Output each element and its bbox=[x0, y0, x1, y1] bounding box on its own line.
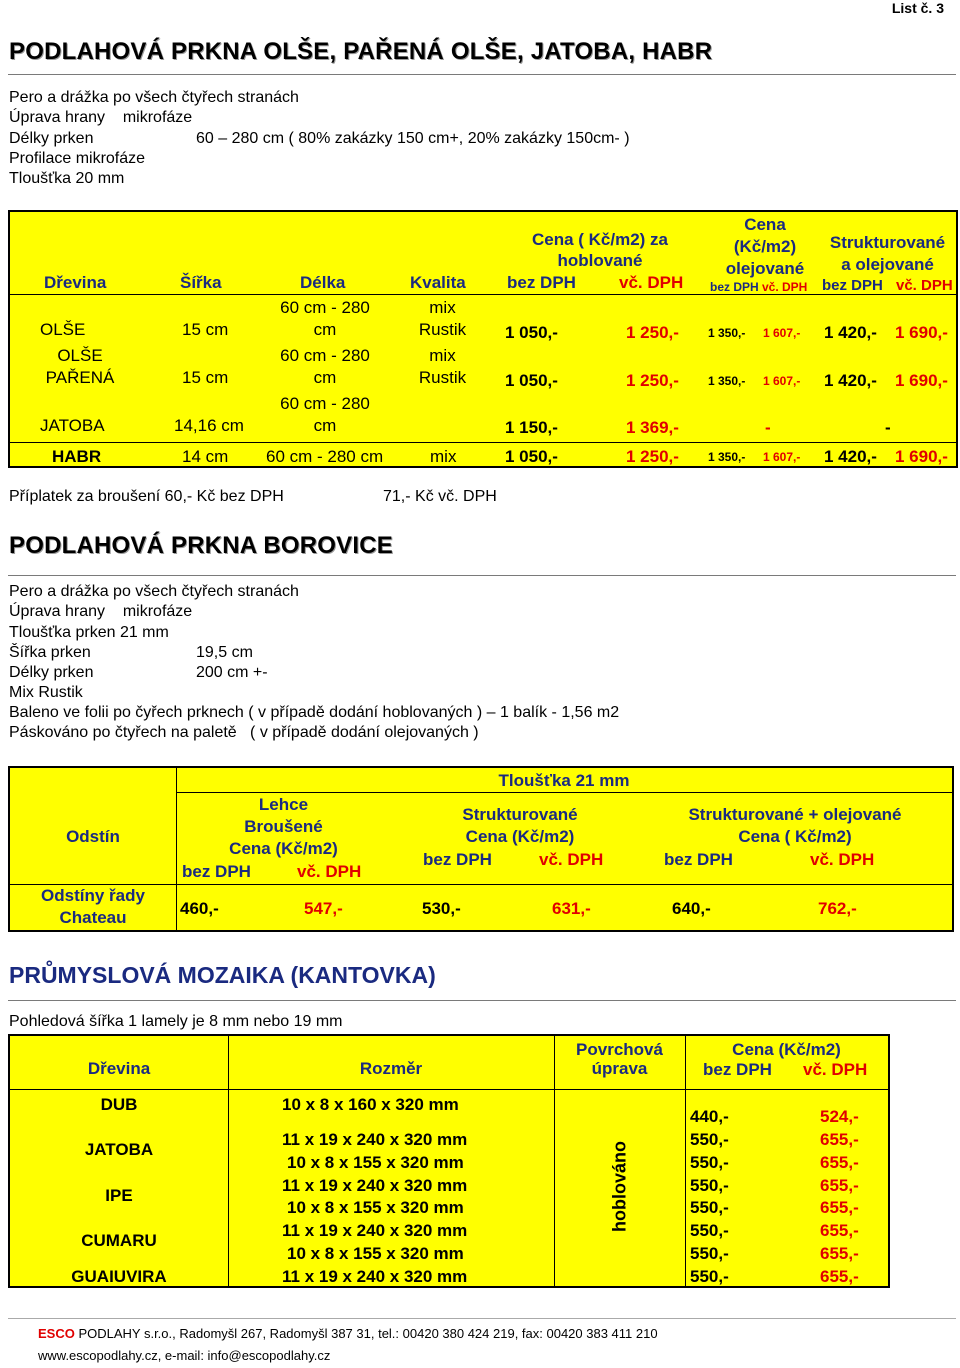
pine-info-edge: Úprava hrany mikrofáze bbox=[9, 603, 193, 620]
footer-contacts: PODLAHY s.r.o., Radomyšl 267, Radomyšl 387 31, tel.: 00420 380 424 219, fax: 00420 383 411 210 bbox=[74, 1326, 658, 1341]
mosaic-header-excl: bez DPH bbox=[703, 1060, 772, 1079]
mosaic-wood-guaiuvira: GUAIUVIRA bbox=[71, 1267, 167, 1286]
row4-price-incl: 1 250,- bbox=[626, 447, 679, 466]
mosaic-price-incl: 655,- bbox=[820, 1198, 859, 1217]
row2-wood-2: PAŘENÁ bbox=[45, 368, 115, 387]
row4-oiled-excl: 1 350,- bbox=[708, 450, 746, 464]
row2-price-incl: 1 250,- bbox=[626, 371, 679, 390]
header-price-planed-1: Cena ( Kč/m2) za bbox=[531, 230, 669, 249]
mosaic-header-surface-1: Povrchová bbox=[576, 1040, 663, 1059]
mosaic-price-incl: 524,- bbox=[820, 1107, 859, 1126]
col3-line2: Cena ( Kč/m2) bbox=[738, 827, 852, 846]
row4-price-excl: 1 050,- bbox=[505, 447, 558, 466]
header-oiled-1: Cena bbox=[744, 215, 786, 234]
section3-subtitle: Pohledová šířka 1 lamely je 8 mm nebo 19 mm bbox=[9, 1013, 343, 1030]
row4-width: 14 cm bbox=[182, 447, 229, 466]
mosaic-size-row: 10 x 8 x 155 x 320 mm bbox=[287, 1153, 464, 1172]
header-oiled-incl: vč. DPH bbox=[762, 280, 808, 294]
row4-length: 60 cm - 280 cm bbox=[266, 447, 384, 466]
section2-title: PODLAHOVÁ PRKNA BOROVICE bbox=[9, 532, 393, 559]
header-struct-incl: vč. DPH bbox=[896, 277, 953, 294]
row4-struct-incl: 1 690,- bbox=[895, 447, 948, 466]
header-length: Délka bbox=[300, 273, 346, 292]
mosaic-price-excl: 550,- bbox=[690, 1267, 729, 1286]
col3-line1: Strukturované + olejované bbox=[688, 805, 902, 824]
pine-info-thickness: Tloušťka prken 21 mm bbox=[9, 624, 169, 641]
col1-line2: Broušené bbox=[244, 817, 323, 836]
price-table-alder bbox=[8, 210, 958, 468]
info-profile: Profilace mikrofáze bbox=[9, 150, 146, 167]
pine-info-packing-1: Baleno ve folii po čyřech prknech ( v případě dodání hoblovaných ) – 1 balík - 1,56 m2 bbox=[9, 704, 620, 721]
col2-line2: Cena (Kč/m2) bbox=[465, 827, 575, 846]
header-width: Šířka bbox=[180, 273, 222, 292]
col1-line3: Cena (Kč/m2) bbox=[229, 839, 338, 858]
mosaic-price-incl: 655,- bbox=[820, 1130, 859, 1149]
col1-excl: bez DPH bbox=[182, 862, 251, 881]
mosaic-header-price: Cena (Kč/m2) bbox=[732, 1040, 841, 1059]
row2-struct-excl: 1 420,- bbox=[824, 371, 877, 390]
mosaic-header-incl: vč. DPH bbox=[803, 1060, 868, 1079]
mosaic-price-incl: 655,- bbox=[820, 1267, 859, 1286]
footer-address bbox=[38, 1326, 658, 1341]
page-number: List č. 3 bbox=[891, 0, 944, 16]
section1-title: PODLAHOVÁ PRKNA OLŠE, PAŘENÁ OLŠE, JATOBA, HABR bbox=[9, 38, 713, 65]
chateau-sanded-incl: 547,- bbox=[304, 899, 343, 918]
mosaic-header-size: Rozměr bbox=[359, 1059, 423, 1078]
row3-oiled-dash: - bbox=[765, 418, 771, 437]
col3-incl: vč. DPH bbox=[810, 850, 875, 869]
header-quality: Kvalita bbox=[410, 273, 466, 292]
row3-price-excl: 1 150,- bbox=[505, 418, 558, 437]
row2-price-excl: 1 050,- bbox=[505, 371, 558, 390]
mosaic-price-incl: 655,- bbox=[820, 1244, 859, 1263]
mosaic-size-row: 11 x 19 x 240 x 320 mm bbox=[282, 1130, 468, 1149]
row1-struct-excl: 1 420,- bbox=[824, 323, 877, 342]
header-thickness: Tloušťka 21 mm bbox=[498, 771, 630, 790]
mosaic-price-incl: 655,- bbox=[820, 1221, 859, 1240]
mosaic-price-excl: 550,- bbox=[690, 1244, 729, 1263]
header-wood: Dřevina bbox=[44, 273, 107, 292]
pine-info-packing-2: Páskováno po čtyřech na paletě ( v případě dodání olejovaných ) bbox=[9, 724, 479, 741]
row1-price-excl: 1 050,- bbox=[505, 323, 558, 342]
info-edge: Úprava hrany mikrofáze bbox=[9, 109, 193, 126]
mosaic-wood-dub: DUB bbox=[100, 1095, 138, 1114]
row1-quality-2: Rustik bbox=[418, 320, 467, 339]
pine-info-length-value: 200 cm +- bbox=[196, 664, 268, 681]
mosaic-size-row: 11 x 19 x 240 x 320 mm bbox=[282, 1267, 468, 1286]
chateau-struct-incl: 631,- bbox=[552, 899, 591, 918]
row-chateau-1: Odstíny řady bbox=[41, 886, 145, 905]
row3-wood: JATOBA bbox=[40, 416, 105, 435]
price-table-pine bbox=[8, 766, 954, 932]
section3-title: PRŮMYSLOVÁ MOZAIKA (KANTOVKA) bbox=[9, 962, 436, 988]
row4-oiled-incl: 1 607,- bbox=[763, 450, 801, 464]
row1-width: 15 cm bbox=[182, 320, 229, 339]
col2-line1: Strukturované bbox=[462, 805, 578, 824]
row2-length-2: cm bbox=[313, 368, 337, 387]
row4-struct-excl: 1 420,- bbox=[824, 447, 877, 466]
header-struct-excl: bez DPH bbox=[822, 277, 883, 294]
row2-wood-1: OLŠE bbox=[57, 346, 103, 365]
price-table-mosaic bbox=[8, 1034, 890, 1288]
row2-quality-1: mix bbox=[429, 346, 456, 365]
row3-struct-dash: - bbox=[885, 418, 891, 437]
header-excl-vat: bez DPH bbox=[507, 273, 576, 292]
pine-info-width-label: Šířka prken bbox=[9, 644, 91, 661]
info-tongue-groove: Pero a drážka po všech čtyřech stranách bbox=[9, 89, 299, 106]
mosaic-size-row: 11 x 19 x 240 x 320 mm bbox=[282, 1221, 468, 1240]
row1-struct-incl: 1 690,- bbox=[895, 323, 948, 342]
footer-brand: ESCO bbox=[38, 1326, 75, 1341]
mosaic-price-excl: 550,- bbox=[690, 1198, 729, 1217]
mosaic-price-incl: 655,- bbox=[820, 1153, 859, 1172]
pine-info-tongue-groove: Pero a drážka po všech čtyřech stranách bbox=[9, 583, 299, 600]
surcharge-incl: 71,- Kč vč. DPH bbox=[383, 488, 497, 505]
chateau-struct-oiled-excl: 640,- bbox=[672, 899, 711, 918]
row2-length-1: 60 cm - 280 bbox=[280, 346, 370, 365]
header-struct-1: Strukturované bbox=[829, 233, 946, 252]
chateau-sanded-excl: 460,- bbox=[180, 899, 219, 918]
mosaic-size-row: 11 x 19 x 240 x 320 mm bbox=[282, 1176, 468, 1195]
header-incl-vat: vč. DPH bbox=[619, 273, 684, 292]
mosaic-price-excl: 440,- bbox=[690, 1107, 729, 1126]
mosaic-wood-jatoba: JATOBA bbox=[84, 1140, 154, 1159]
mosaic-surface-planed: hoblováno bbox=[609, 1141, 630, 1232]
mosaic-header-wood: Dřevina bbox=[87, 1059, 151, 1078]
pine-info-width-value: 19,5 cm bbox=[196, 644, 253, 661]
mosaic-wood-cumaru: CUMARU bbox=[81, 1231, 157, 1250]
mosaic-size-row: 10 x 8 x 155 x 320 mm bbox=[287, 1244, 464, 1263]
row3-length-2: cm bbox=[313, 416, 337, 435]
info-thickness: Tloušťka 20 mm bbox=[9, 170, 125, 187]
col1-incl: vč. DPH bbox=[297, 862, 362, 881]
row1-length-1: 60 cm - 280 bbox=[280, 298, 370, 317]
mosaic-header-surface-2: úprava bbox=[591, 1059, 648, 1078]
header-struct-2: a olejované bbox=[841, 255, 934, 274]
col2-incl: vč. DPH bbox=[539, 850, 604, 869]
row2-quality-2: Rustik bbox=[418, 368, 467, 387]
mosaic-size-row: 10 x 8 x 155 x 320 mm bbox=[287, 1198, 464, 1217]
row1-wood: OLŠE bbox=[40, 320, 86, 339]
mosaic-price-excl: 550,- bbox=[690, 1221, 729, 1240]
mosaic-price-incl: 655,- bbox=[820, 1176, 859, 1195]
row1-quality-1: mix bbox=[429, 298, 456, 317]
row1-oiled-excl: 1 350,- bbox=[708, 326, 746, 340]
row2-struct-incl: 1 690,- bbox=[895, 371, 948, 390]
mosaic-size-row: 10 x 8 x 160 x 320 mm bbox=[282, 1095, 459, 1114]
row-chateau-2: Chateau bbox=[59, 908, 127, 927]
col3-excl: bez DPH bbox=[664, 850, 733, 869]
row4-wood: HABR bbox=[52, 447, 102, 466]
mosaic-price-excl: 550,- bbox=[690, 1176, 729, 1195]
chateau-struct-oiled-incl: 762,- bbox=[818, 899, 857, 918]
chateau-struct-excl: 530,- bbox=[422, 899, 461, 918]
header-oiled-excl: bez DPH bbox=[710, 280, 759, 294]
header-shade: Odstín bbox=[66, 827, 120, 846]
header-price-planed-2: hoblované bbox=[557, 251, 643, 270]
row2-oiled-excl: 1 350,- bbox=[708, 374, 746, 388]
row1-price-incl: 1 250,- bbox=[626, 323, 679, 342]
row2-width: 15 cm bbox=[182, 368, 229, 387]
row4-quality: mix bbox=[430, 447, 457, 466]
row3-width: 14,16 cm bbox=[174, 416, 244, 435]
mosaic-price-excl: 550,- bbox=[690, 1130, 729, 1149]
row2-oiled-incl: 1 607,- bbox=[763, 374, 801, 388]
row1-oiled-incl: 1 607,- bbox=[763, 326, 801, 340]
mosaic-wood-ipe: IPE bbox=[105, 1186, 133, 1205]
header-oiled-2: (Kč/m2) bbox=[733, 237, 797, 256]
row3-length-1: 60 cm - 280 bbox=[280, 394, 370, 413]
row1-length-2: cm bbox=[313, 320, 337, 339]
col2-excl: bez DPH bbox=[423, 850, 492, 869]
footer-web[interactable]: www.escopodlahy.cz, e-mail: info@escopodlahy.cz bbox=[38, 1348, 331, 1363]
info-lengths-value: 60 – 280 cm ( 80% zakázky 150 cm+, 20% zakázky 150cm- ) bbox=[196, 130, 630, 147]
row3-price-incl: 1 369,- bbox=[626, 418, 679, 437]
surcharge-excl: Příplatek za broušení 60,- Kč bez DPH bbox=[9, 488, 284, 505]
info-lengths-label: Délky prken bbox=[9, 130, 94, 147]
pine-info-length-label: Délky prken bbox=[9, 664, 94, 681]
pine-info-mix: Mix Rustik bbox=[9, 684, 83, 701]
header-oiled-3: olejované bbox=[725, 259, 805, 278]
col1-line1: Lehce bbox=[258, 795, 309, 814]
mosaic-price-excl: 550,- bbox=[690, 1153, 729, 1172]
